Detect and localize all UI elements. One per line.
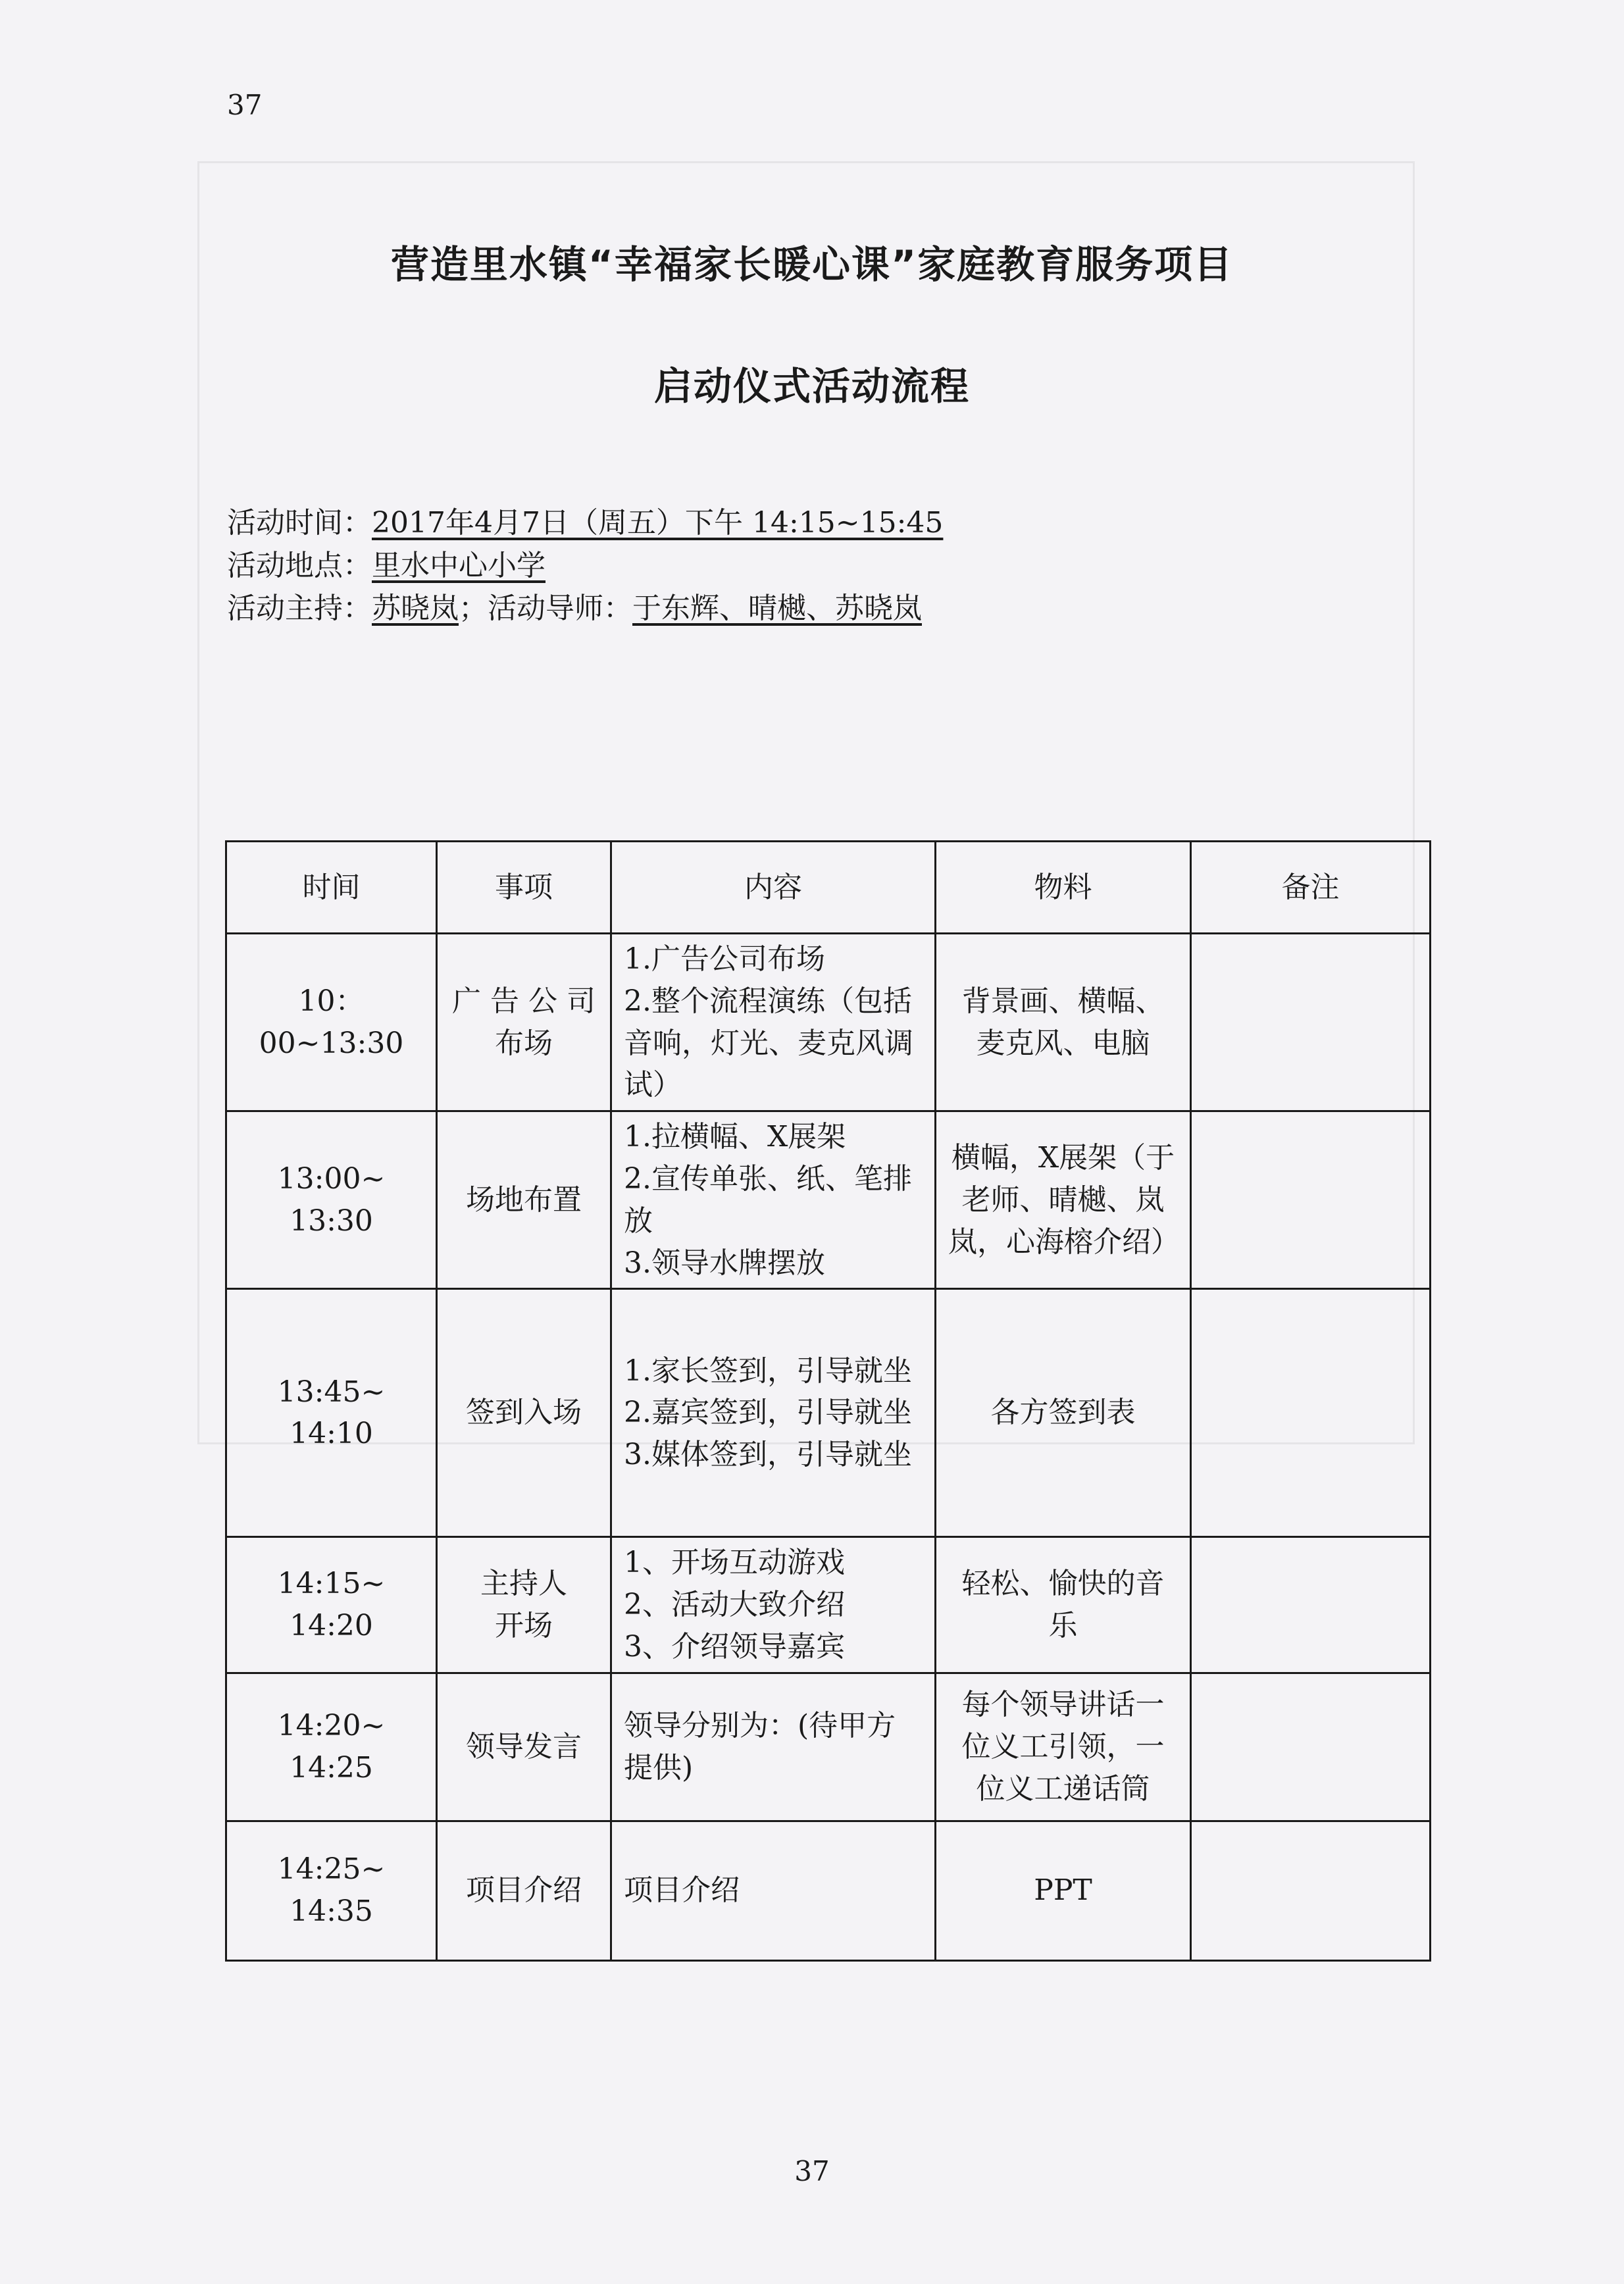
cell-time: 13:45~ 14:10 xyxy=(226,1289,437,1537)
cell-item: 主持人 开场 xyxy=(437,1537,611,1673)
page-number-bottom: 37 xyxy=(794,2155,830,2187)
cell-time: 14:25~ 14:35 xyxy=(226,1821,437,1960)
cell-note xyxy=(1191,1111,1431,1289)
activity-time xyxy=(227,506,944,540)
header-item: 事项 xyxy=(437,842,611,934)
cell-time: 10：00~13:30 xyxy=(226,934,437,1111)
cell-note xyxy=(1191,1537,1431,1673)
table-row xyxy=(226,1111,1431,1289)
cell-note xyxy=(1191,1821,1431,1960)
document-title: 营造里水镇“幸福家长暖心课”家庭教育服务项目 xyxy=(390,242,1234,287)
cell-material: 轻松、愉快的音乐 xyxy=(936,1537,1191,1673)
cell-note xyxy=(1191,1673,1431,1821)
cell-material: PPT xyxy=(936,1821,1191,1960)
activity-mentor-value: 于东辉、晴樾、苏晓岚 xyxy=(632,592,922,625)
cell-item: 领导发言 xyxy=(437,1673,611,1821)
page-number-top: 37 xyxy=(227,89,263,121)
cell-content: 1.家长签到，引导就坐 2.嘉宾签到，引导就坐 3.媒体签到，引导就坐 xyxy=(611,1289,936,1537)
separator: ； xyxy=(459,592,488,625)
activity-host xyxy=(227,594,922,623)
cell-time: 14:20~ 14:25 xyxy=(226,1673,437,1821)
activity-place-label: 活动地点： xyxy=(227,549,372,582)
cell-material: 横幅，X展架（于老师、晴樾、岚岚，心海榕介绍） xyxy=(936,1111,1191,1289)
activity-time-label: 活动时间： xyxy=(227,506,372,540)
header-time: 时间 xyxy=(226,842,437,934)
cell-note xyxy=(1191,934,1431,1111)
header-note: 备注 xyxy=(1191,842,1431,934)
activity-time-value: 2017年4月7日（周五）下午 14:15~15:45 xyxy=(372,506,944,540)
activity-host-label: 活动主持： xyxy=(227,592,372,625)
cell-content: 1.拉横幅、X展架 2.宣传单张、纸、笔排放 3.领导水牌摆放 xyxy=(611,1111,936,1289)
table-header-row xyxy=(226,842,1431,934)
document-subtitle: 启动仪式活动流程 xyxy=(653,364,970,409)
table-row xyxy=(226,1289,1431,1537)
cell-material: 每个领导讲话一位义工引领，一位义工递话筒 xyxy=(936,1673,1191,1821)
table-row xyxy=(226,1821,1431,1960)
cell-content: 1.广告公司布场 2.整个流程演练（包括音响，灯光、麦克风调试） xyxy=(611,934,936,1111)
cell-content: 1、开场互动游戏 2、活动大致介绍 3、介绍领导嘉宾 xyxy=(611,1537,936,1673)
cell-time: 13:00~ 13:30 xyxy=(226,1111,437,1289)
cell-content: 领导分别为：(待甲方提供) xyxy=(611,1673,936,1821)
cell-content: 项目介绍 xyxy=(611,1821,936,1960)
header-content: 内容 xyxy=(611,842,936,934)
cell-time: 14:15~ 14:20 xyxy=(226,1537,437,1673)
activity-place xyxy=(227,551,546,580)
cell-item: 广 告 公 司 布场 xyxy=(437,934,611,1111)
table-row xyxy=(226,934,1431,1111)
cell-note xyxy=(1191,1289,1431,1537)
cell-item: 项目介绍 xyxy=(437,1821,611,1960)
table-row xyxy=(226,1673,1431,1821)
cell-item: 场地布置 xyxy=(437,1111,611,1289)
table-row xyxy=(226,1537,1431,1673)
header-material: 物料 xyxy=(936,842,1191,934)
activity-mentor-label: 活动导师： xyxy=(488,592,632,625)
activity-host-value: 苏晓岚 xyxy=(372,592,459,625)
cell-material: 背景画、横幅、 麦克风、电脑 xyxy=(936,934,1191,1111)
activity-place-value: 里水中心小学 xyxy=(372,549,546,582)
cell-material: 各方签到表 xyxy=(936,1289,1191,1537)
schedule-table xyxy=(225,840,1431,1962)
cell-item: 签到入场 xyxy=(437,1289,611,1537)
